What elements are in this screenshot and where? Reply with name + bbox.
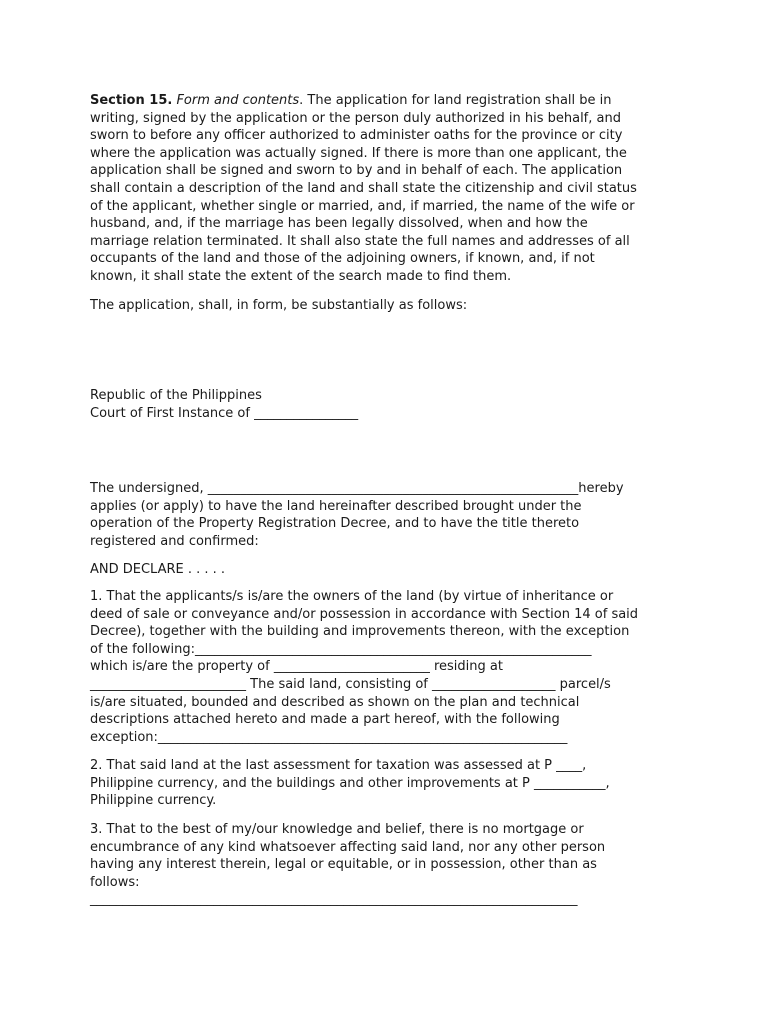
section-line: . The application for land registration shall be in	[299, 93, 612, 108]
item-2-line: Philippine currency.	[90, 793, 217, 809]
undersigned-line: applies (or apply) to have the land hereinafter described brought under the	[90, 498, 582, 514]
declare-line: AND DECLARE . . . . .	[90, 562, 226, 577]
section-first-line	[90, 92, 680, 110]
section-line: of the applicant, whether single or married, and, if married, the name of the wife or	[90, 198, 635, 214]
section-line: occupants of the land and those of the adjoining owners, if known, and, if not	[90, 251, 595, 267]
section-line: where the application was actually signed. If there is more than one applicant, the	[90, 145, 627, 161]
item-1-line: which is/are the property of ________________________ residing at	[90, 659, 503, 675]
section-line: shall contain a description of the land and shall state the citizenship and civil status	[90, 180, 637, 196]
undersigned-line: The undersigned, _________________________________________________________hereby	[90, 481, 624, 496]
item-2-paragraph	[90, 757, 680, 810]
section-line: marriage relation terminated. It shall also state the full names and addresses of all	[90, 233, 630, 249]
section-line: known, it shall state the extent of the search made to find them.	[90, 268, 512, 284]
item-1-line: deed of sale or conveyance and/or possession in accordance with Section 14 of said	[90, 606, 639, 622]
item-3-line: encumbrance of any kind whatsoever affecting said land, nor any other person	[90, 839, 606, 855]
item-3-paragraph	[90, 821, 680, 909]
item-3-line: having any interest therein, legal or equitable, or in possession, other than as	[90, 857, 597, 873]
form-intro: The application, shall, in form, be substantially as follows:	[90, 298, 468, 313]
item-1-line: ________________________ The said land, consisting of ___________________ parcel/s	[90, 676, 611, 692]
item-1-line: 1. That the applicants/s is/are the owners of the land (by virtue of inheritance or	[90, 589, 614, 604]
item-3-line: 3. That to the best of my/our knowledge and belief, there is no mortgage or	[90, 822, 584, 837]
section-line: sworn to before any officer authorized to administer oaths for the province or city	[90, 128, 623, 144]
court-header	[90, 387, 680, 422]
section-heading: Form and contents	[176, 93, 300, 108]
undersigned-line: operation of the Property Registration Decree, and to have the title thereto	[90, 516, 580, 532]
undersigned-line: registered and confirmed:	[90, 533, 259, 549]
undersigned-paragraph	[90, 480, 680, 550]
item-2-line: Philippine currency, and the buildings and other improvements at P ___________,	[90, 775, 610, 791]
item-1-line: Decree), together with the building and improvements thereon, with the exception	[90, 624, 630, 640]
section-15-paragraph	[90, 92, 680, 286]
form-intro-paragraph	[90, 297, 680, 315]
item-1-paragraph	[90, 588, 680, 746]
item-1-line: descriptions attached hereto and made a part hereof, with the following	[90, 712, 560, 728]
declare-paragraph	[90, 561, 680, 579]
republic-line: Republic of the Philippines	[90, 388, 262, 403]
section-line: application shall be signed and sworn to by and in behalf of each. The application	[90, 163, 623, 179]
section-line: writing, signed by the application or the person duly authorized in his behalf, and	[90, 110, 621, 126]
item-3-blank-line: ___________________________________________________________________________	[90, 892, 578, 908]
item-3-line: follows:	[90, 874, 140, 890]
item-1-line: is/are situated, bounded and described as shown on the plan and technical	[90, 694, 580, 710]
section-line: husband, and, if the marriage has been legally dissolved, when and how the	[90, 216, 588, 232]
item-1-line: exception:_______________________________________________________________	[90, 729, 568, 745]
court-line: Court of First Instance of ________________	[90, 405, 359, 421]
section-number: Section 15.	[90, 93, 173, 108]
item-2-line: 2. That said land at the last assessment for taxation was assessed at P ____,	[90, 758, 587, 773]
item-1-line: of the following:_____________________________________________________________	[90, 641, 592, 657]
